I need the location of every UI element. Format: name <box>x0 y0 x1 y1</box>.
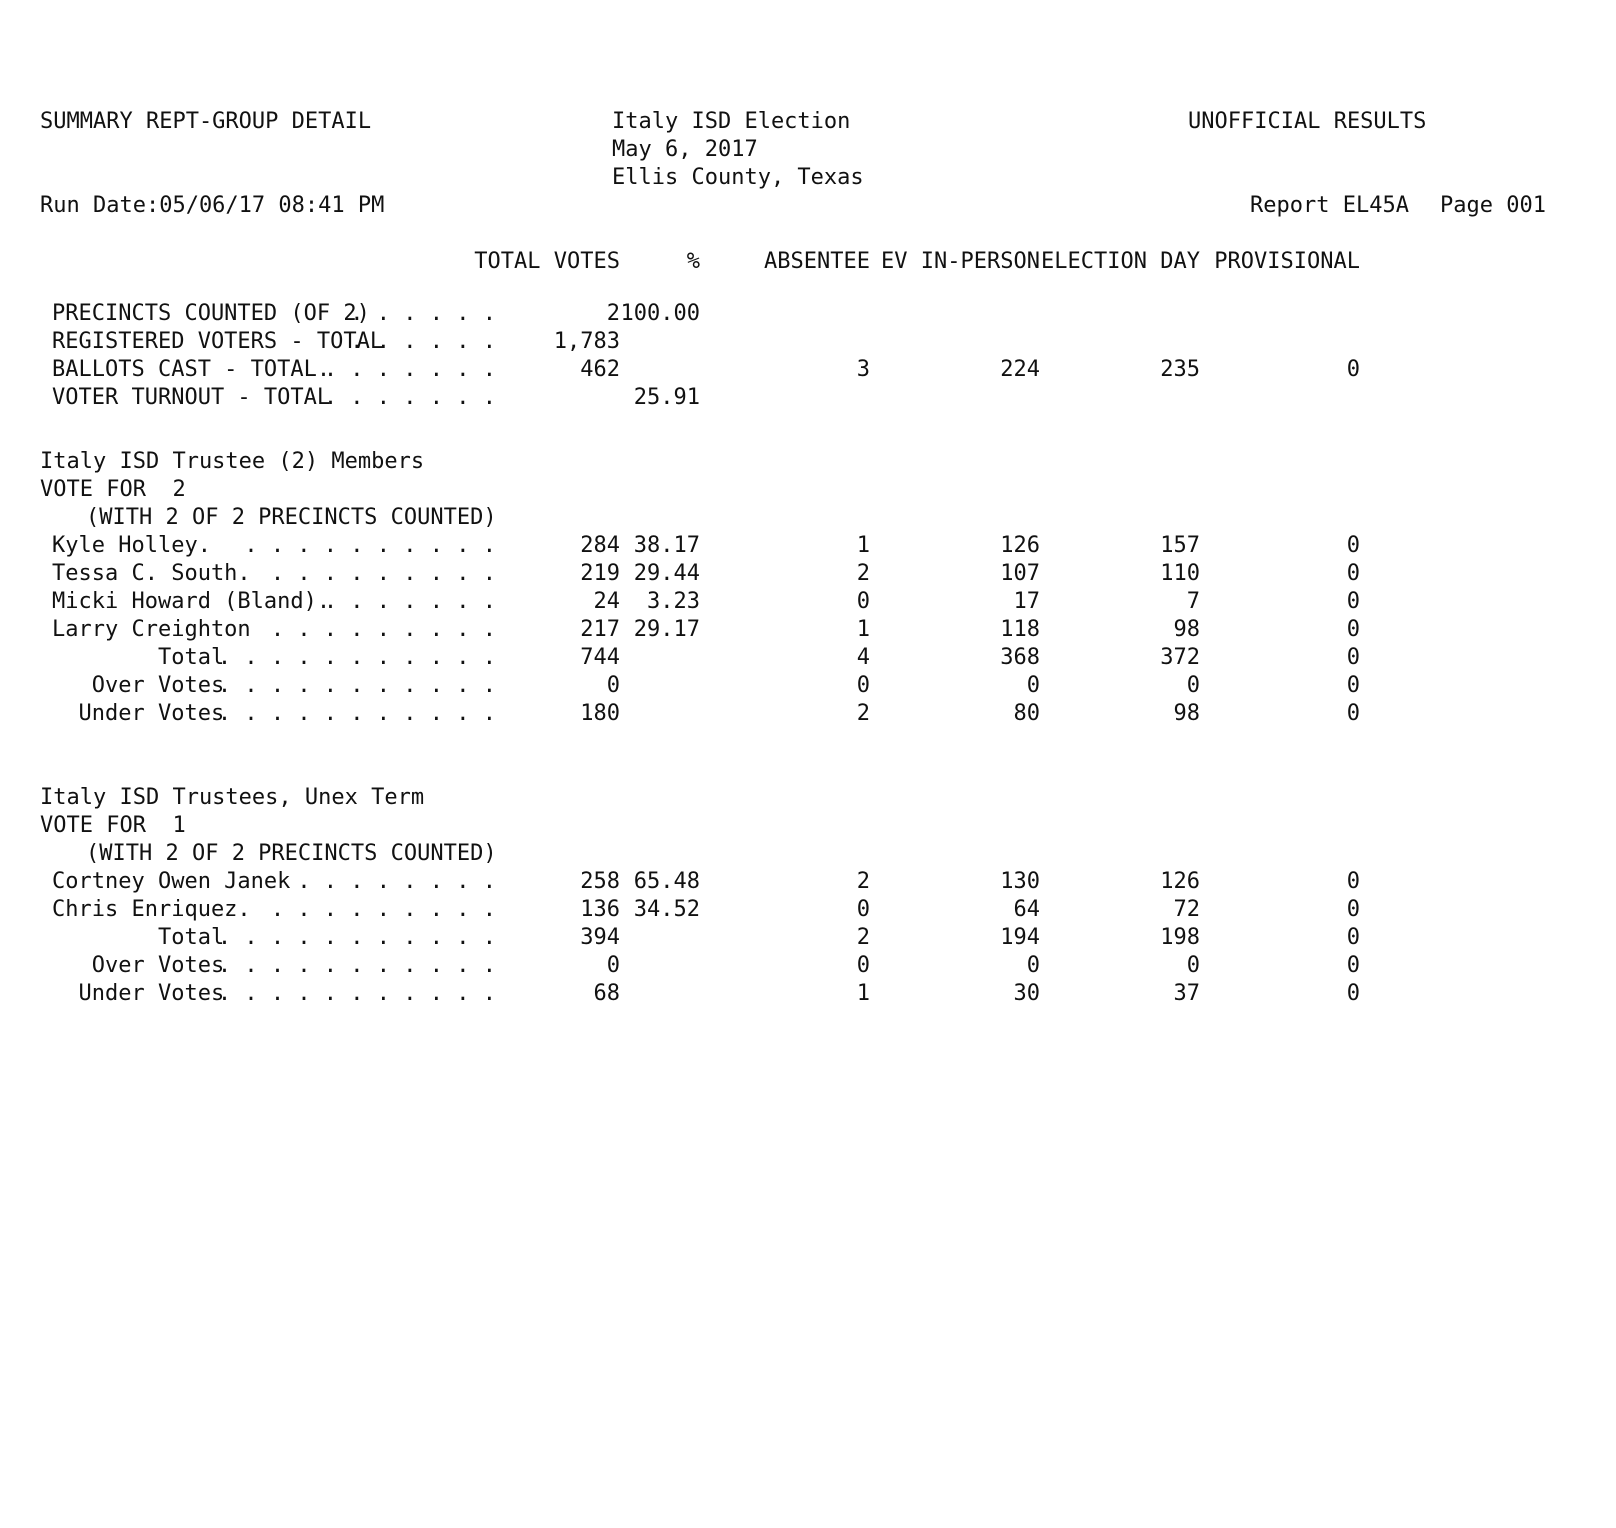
cell-ev-in-person: 368 <box>1000 645 1040 670</box>
cell-ev-in-person: 64 <box>1013 897 1040 922</box>
cell-total-votes: 744 <box>580 645 620 670</box>
cell-provisional: 0 <box>1346 561 1360 586</box>
race-vote-for: VOTE FOR 2 <box>40 477 186 502</box>
row-leader-dots: . . . . . . . . . . . <box>217 701 496 726</box>
row-label: Under Votes <box>78 701 225 726</box>
row-label: Cortney Owen Janek <box>52 869 291 894</box>
race-title: Italy ISD Trustees, Unex Term <box>40 785 425 810</box>
col-total-votes: TOTAL VOTES <box>474 249 620 274</box>
row-label: Micki Howard (Bland). <box>52 589 331 614</box>
cell-percent: 65.48 <box>633 869 700 894</box>
row-leader-dots: . . . . . . . . . . . <box>217 981 496 1006</box>
row-label: Larry Creighton <box>52 617 251 642</box>
cell-total-votes: 136 <box>580 897 620 922</box>
row-leader-dots: . . . . . . . <box>323 385 496 410</box>
cell-provisional: 0 <box>1346 953 1360 978</box>
run-date: Run Date:05/06/17 08:41 PM <box>40 193 385 218</box>
cell-ev-in-person: 126 <box>1000 533 1040 558</box>
cell-percent: 3.23 <box>647 589 700 614</box>
cell-absentee: 3 <box>856 357 870 382</box>
col-provisional: PROVISIONAL <box>1214 249 1360 274</box>
row-label: PRECINCTS COUNTED (OF 2) <box>52 301 370 326</box>
cell-percent: 29.17 <box>633 617 700 642</box>
cell-absentee: 1 <box>856 533 870 558</box>
cell-ev-in-person: 224 <box>1000 357 1040 382</box>
col-ev-in-person: EV IN-PERSON <box>881 249 1040 274</box>
row-leader-dots: . . . . . . . . . . . <box>217 953 496 978</box>
election-county: Ellis County, Texas <box>612 165 864 190</box>
cell-percent: 38.17 <box>633 533 700 558</box>
cell-ev-in-person: 0 <box>1026 953 1040 978</box>
col-absentee: ABSENTEE <box>764 249 870 274</box>
cell-total-votes: 0 <box>606 953 620 978</box>
cell-provisional: 0 <box>1346 897 1360 922</box>
cell-provisional: 0 <box>1346 357 1360 382</box>
row-label: BALLOTS CAST - TOTAL. <box>52 357 331 382</box>
cell-absentee: 0 <box>856 673 870 698</box>
cell-provisional: 0 <box>1346 533 1360 558</box>
row-label: Over Votes <box>91 953 225 978</box>
cell-ev-in-person: 130 <box>1000 869 1040 894</box>
cell-percent: 100.00 <box>620 301 700 326</box>
cell-election-day: 0 <box>1186 673 1200 698</box>
cell-election-day: 372 <box>1160 645 1200 670</box>
cell-provisional: 0 <box>1346 645 1360 670</box>
row-label: VOTER TURNOUT - TOTAL <box>52 385 331 410</box>
cell-percent: 34.52 <box>633 897 700 922</box>
row-leader-dots: . . . . . . . . . . <box>244 533 496 558</box>
cell-total-votes: 2 <box>606 301 620 326</box>
cell-total-votes: 68 <box>593 981 620 1006</box>
cell-total-votes: 219 <box>580 561 620 586</box>
cell-total-votes: 258 <box>580 869 620 894</box>
cell-ev-in-person: 194 <box>1000 925 1040 950</box>
cell-ev-in-person: 80 <box>1013 701 1040 726</box>
results-status: UNOFFICIAL RESULTS <box>1188 109 1427 134</box>
cell-ev-in-person: 107 <box>1000 561 1040 586</box>
election-name: Italy ISD Election <box>612 109 851 134</box>
col-percent: % <box>686 249 700 274</box>
row-label: Under Votes <box>78 981 225 1006</box>
cell-absentee: 4 <box>856 645 870 670</box>
cell-total-votes: 180 <box>580 701 620 726</box>
cell-ev-in-person: 17 <box>1013 589 1040 614</box>
cell-ev-in-person: 0 <box>1026 673 1040 698</box>
race-title: Italy ISD Trustee (2) Members <box>40 449 425 474</box>
cell-provisional: 0 <box>1346 617 1360 642</box>
cell-percent: 29.44 <box>633 561 700 586</box>
cell-ev-in-person: 118 <box>1000 617 1040 642</box>
cell-absentee: 2 <box>856 925 870 950</box>
cell-absentee: 0 <box>856 589 870 614</box>
row-leader-dots: . . . . . . . <box>323 357 496 382</box>
cell-absentee: 2 <box>856 561 870 586</box>
row-label: Over Votes <box>91 673 225 698</box>
cell-election-day: 0 <box>1186 953 1200 978</box>
page-number: Page 001 <box>1440 193 1546 218</box>
row-leader-dots: . . . . . . . . . <box>270 617 496 642</box>
row-leader-dots: . . . . . . . . <box>297 869 496 894</box>
race-vote-for: VOTE FOR 1 <box>40 813 186 838</box>
cell-absentee: 1 <box>856 617 870 642</box>
cell-total-votes: 24 <box>593 589 620 614</box>
row-label: Tessa C. South. <box>52 561 251 586</box>
cell-election-day: 126 <box>1160 869 1200 894</box>
cell-provisional: 0 <box>1346 673 1360 698</box>
cell-absentee: 2 <box>856 701 870 726</box>
cell-election-day: 198 <box>1160 925 1200 950</box>
cell-election-day: 37 <box>1173 981 1200 1006</box>
row-leader-dots: . . . . . . . . . . . <box>217 925 496 950</box>
cell-election-day: 72 <box>1173 897 1200 922</box>
cell-election-day: 7 <box>1186 589 1200 614</box>
col-election-day: ELECTION DAY <box>1041 249 1200 274</box>
cell-election-day: 157 <box>1160 533 1200 558</box>
row-label: Total <box>158 925 225 950</box>
cell-provisional: 0 <box>1346 981 1360 1006</box>
row-leader-dots: . . . . . . . . . <box>270 561 496 586</box>
cell-absentee: 0 <box>856 897 870 922</box>
row-leader-dots: . . . . . . . . . <box>270 897 496 922</box>
report-type: SUMMARY REPT-GROUP DETAIL <box>40 109 372 134</box>
cell-percent: 25.91 <box>633 385 700 410</box>
race-precincts-counted: (WITH 2 OF 2 PRECINCTS COUNTED) <box>86 841 497 866</box>
report-id: Report EL45A <box>1250 193 1409 218</box>
cell-election-day: 98 <box>1173 701 1200 726</box>
row-leader-dots: . . . . . . <box>350 329 496 354</box>
cell-ev-in-person: 30 <box>1013 981 1040 1006</box>
race-precincts-counted: (WITH 2 OF 2 PRECINCTS COUNTED) <box>86 505 497 530</box>
row-label: Kyle Holley. <box>52 533 211 558</box>
cell-total-votes: 0 <box>606 673 620 698</box>
row-leader-dots: . . . . . . . . . . . <box>217 673 496 698</box>
cell-total-votes: 462 <box>580 357 620 382</box>
cell-absentee: 1 <box>856 981 870 1006</box>
row-label: REGISTERED VOTERS - TOTAL <box>52 329 384 354</box>
cell-absentee: 2 <box>856 869 870 894</box>
cell-total-votes: 217 <box>580 617 620 642</box>
cell-election-day: 235 <box>1160 357 1200 382</box>
cell-provisional: 0 <box>1346 869 1360 894</box>
cell-total-votes: 1,783 <box>553 329 620 354</box>
cell-provisional: 0 <box>1346 589 1360 614</box>
row-label: Total <box>158 645 225 670</box>
cell-total-votes: 284 <box>580 533 620 558</box>
cell-election-day: 110 <box>1160 561 1200 586</box>
row-leader-dots: . . . . . . . <box>323 589 496 614</box>
row-label: Chris Enriquez. <box>52 897 251 922</box>
row-leader-dots: . . . . . . <box>350 301 496 326</box>
cell-election-day: 98 <box>1173 617 1200 642</box>
election-date: May 6, 2017 <box>612 137 758 162</box>
cell-absentee: 0 <box>856 953 870 978</box>
cell-total-votes: 394 <box>580 925 620 950</box>
cell-provisional: 0 <box>1346 925 1360 950</box>
row-leader-dots: . . . . . . . . . . . <box>217 645 496 670</box>
cell-provisional: 0 <box>1346 701 1360 726</box>
